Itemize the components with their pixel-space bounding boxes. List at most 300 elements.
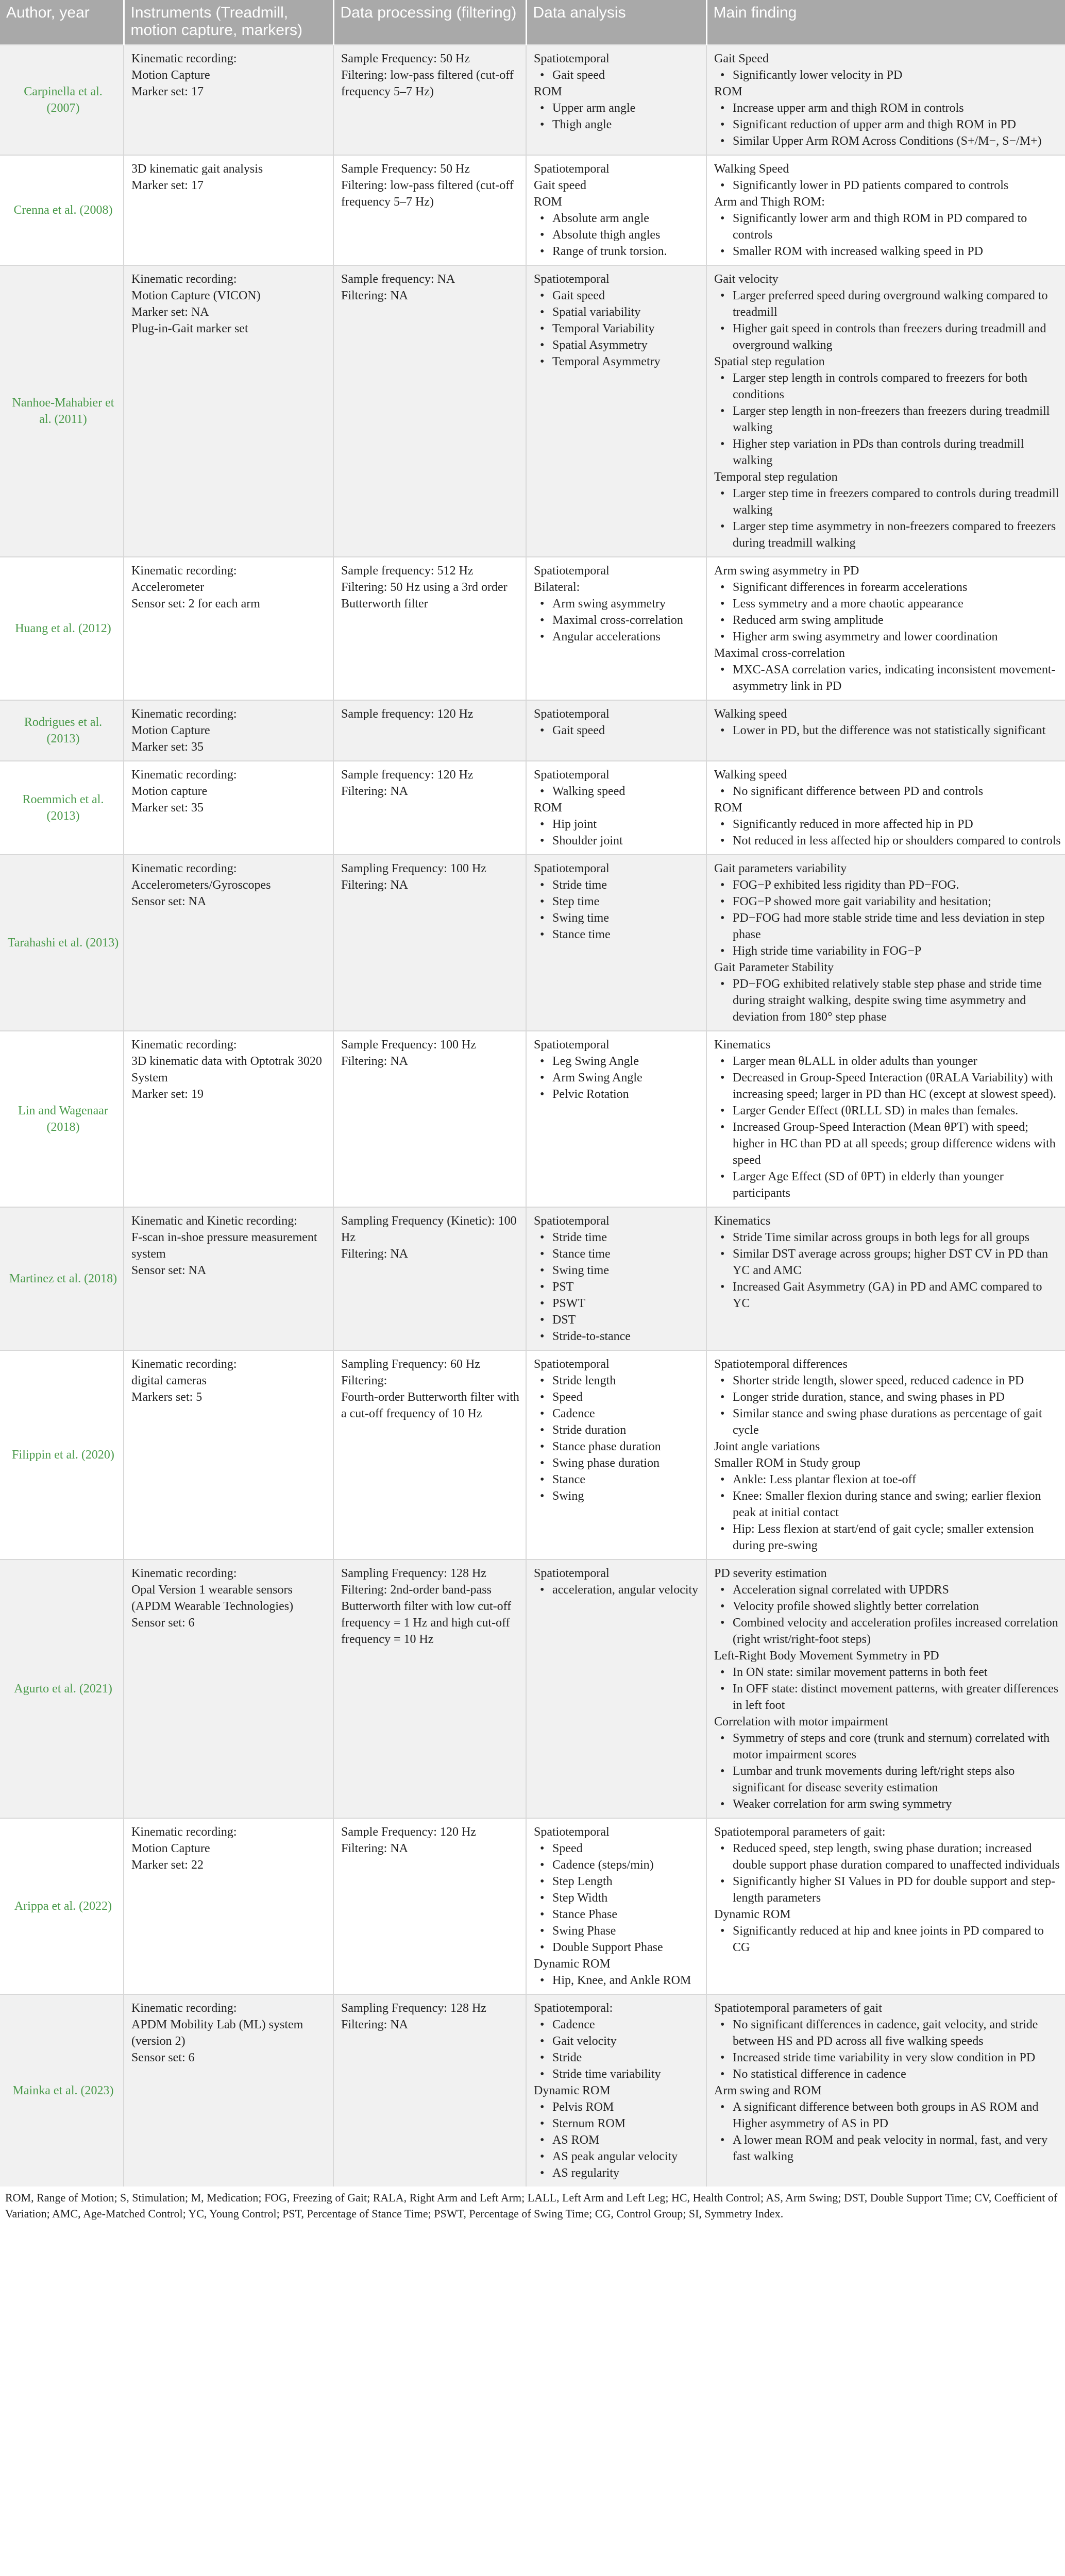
cell-line: Sensor set: 2 for each arm	[131, 597, 260, 611]
table-row	[0, 1031, 1065, 1207]
bullet-item: • Significant reduction of upper arm and thigh ROM in PD	[714, 116, 1061, 133]
analysis-cell	[526, 557, 706, 700]
bullet-item: • Cadence	[534, 1405, 702, 1422]
cell-line: Kinematic recording:	[131, 862, 237, 875]
bullet-item: • Stance	[534, 1471, 702, 1488]
cell-line: Filtering: NA	[341, 289, 408, 302]
analysis-cell	[526, 761, 706, 855]
cell-line: Sampling Frequency (Kinetic): 100 Hz	[341, 1214, 517, 1244]
cell-heading: Kinematics	[714, 1038, 771, 1052]
bullet-item: • Step Width	[534, 1890, 702, 1906]
bullet-item: • Significantly reduced in more affected hip in PD	[714, 816, 1061, 833]
instruments-cell	[124, 155, 333, 265]
cell-line: Motion Capture	[131, 69, 210, 82]
author-cell[interactable]: Roemmich et al. (2013)	[0, 761, 124, 855]
cell-heading: Spatiotemporal	[534, 1825, 610, 1839]
cell-heading: Spatiotemporal differences	[714, 1358, 848, 1371]
bullet-item: • FOG−P exhibited less rigidity than PD−FOG.	[714, 877, 1061, 893]
table-row	[0, 761, 1065, 855]
findings-cell	[706, 1350, 1065, 1560]
bullet-item: • Higher step variation in PDs than controls during treadmill walking	[714, 436, 1061, 469]
bullet-item: • A significant difference between both groups in AS ROM and Higher asymmetry of AS in PD	[714, 2099, 1061, 2132]
bullet-item: • Increase upper arm and thigh ROM in controls	[714, 100, 1061, 116]
instruments-cell	[124, 265, 333, 557]
header-instruments: Instruments (Treadmill, motion capture, markers)	[124, 0, 333, 45]
table-row	[0, 1818, 1065, 1994]
bullet-list	[714, 783, 1061, 800]
bullet-item: • Speed	[534, 1389, 702, 1405]
bullet-item: • Stride duration	[534, 1422, 702, 1438]
bullet-item: • AS ROM	[534, 2132, 702, 2148]
cell-line: Opal Version 1 wearable sensors (APDM Wearable Technologies)	[131, 1583, 294, 1613]
bullet-item: • Velocity profile showed slightly better correlation	[714, 1598, 1061, 1615]
cell-line: Filtering: NA	[341, 2018, 408, 2031]
bullet-item: • Reduced speed, step length, swing phase duration; increased double support phase duration compared to unaffected individuals	[714, 1840, 1061, 1873]
table-row	[0, 265, 1065, 557]
bullet-list	[534, 596, 702, 645]
cell-line: Marker set: NA	[131, 306, 209, 319]
bullet-item: • No significant differences in cadence, gait velocity, and stride between HS and PD across all five walking speeds	[714, 2016, 1061, 2049]
cell-heading: Spatiotemporal	[534, 273, 610, 286]
instruments-cell	[124, 1031, 333, 1207]
bullet-item: • Less symmetry and a more chaotic appearance	[714, 596, 1061, 612]
bullet-list	[714, 976, 1061, 1025]
cell-line: Sample frequency: 512 Hz	[341, 564, 474, 578]
instruments-cell	[124, 1994, 333, 2187]
cell-heading: Bilateral:	[534, 581, 580, 594]
findings-cell	[706, 265, 1065, 557]
bullet-item: • Significantly lower velocity in PD	[714, 67, 1061, 83]
author-cell[interactable]: Huang et al. (2012)	[0, 557, 124, 700]
cell-line: Sensor set: 6	[131, 2051, 195, 2064]
author-cell[interactable]: Lin and Wagenaar (2018)	[0, 1031, 124, 1207]
bullet-item: • Similar Upper Arm ROM Across Conditions (S+/M−, S−/M+)	[714, 133, 1061, 149]
bullet-item: • Hip: Less flexion at start/end of gait cycle; smaller extension during pre-swing	[714, 1521, 1061, 1554]
bullet-list	[714, 1840, 1061, 1906]
bullet-item: • Upper arm angle	[534, 100, 702, 116]
processing-cell	[333, 1207, 526, 1350]
cell-line: Filtering: NA	[341, 1247, 408, 1261]
cell-line: Sensor set: 6	[131, 1616, 195, 1630]
bullet-item: • Angular accelerations	[534, 629, 702, 645]
analysis-cell	[526, 855, 706, 1031]
instruments-cell	[124, 855, 333, 1031]
bullet-list	[534, 1972, 702, 1989]
cell-heading: Arm and Thigh ROM:	[714, 195, 825, 209]
processing-cell	[333, 855, 526, 1031]
bullet-item: • Thigh angle	[534, 116, 702, 133]
cell-line: Sample Frequency: 50 Hz	[341, 162, 470, 176]
bullet-item: • Stance phase duration	[534, 1438, 702, 1455]
instruments-cell	[124, 1207, 333, 1350]
bullet-item: • Significant differences in forearm accelerations	[714, 579, 1061, 596]
cell-line: Sampling Frequency: 128 Hz	[341, 2002, 486, 2015]
bullet-item: • Ankle: Less plantar flexion at toe-off	[714, 1471, 1061, 1488]
bullet-item: • Significantly higher SI Values in PD for double support and step-length parameters	[714, 1873, 1061, 1906]
cell-heading: Walking speed	[714, 707, 787, 721]
table-row	[0, 1560, 1065, 1818]
cell-heading: Spatiotemporal	[534, 162, 610, 176]
bullet-item: • Stance time	[534, 926, 702, 943]
cell-line: Marker set: 22	[131, 1858, 204, 1872]
bullet-item: • Stride Time similar across groups in both legs for all groups	[714, 1229, 1061, 1246]
findings-cell	[706, 155, 1065, 265]
author-cell[interactable]: Crenna et al. (2008)	[0, 155, 124, 265]
findings-cell	[706, 1994, 1065, 2187]
table-row	[0, 557, 1065, 700]
cell-line: Filtering: low-pass filtered (cut-off frequency 5–7 Hz)	[341, 179, 514, 209]
analysis-cell	[526, 1994, 706, 2187]
header-author: Author, year	[0, 0, 124, 45]
analysis-cell	[526, 1031, 706, 1207]
bullet-list	[534, 1840, 702, 1956]
findings-cell	[706, 557, 1065, 700]
instruments-cell	[124, 45, 333, 155]
bullet-list	[714, 722, 1061, 739]
cell-heading: Smaller ROM in Study group	[714, 1456, 861, 1470]
bullet-list	[534, 287, 702, 370]
author-cell[interactable]: Tarahashi et al. (2013)	[0, 855, 124, 1031]
processing-cell	[333, 1350, 526, 1560]
cell-line: Marker set: 35	[131, 740, 204, 754]
bullet-item: • Absolute arm angle	[534, 210, 702, 227]
cell-line: Kinematic and Kinetic recording:	[131, 1214, 297, 1228]
bullet-item: • In ON state: similar movement patterns in both feet	[714, 1664, 1061, 1681]
bullet-list	[714, 2016, 1061, 2082]
cell-heading: Temporal step regulation	[714, 470, 838, 484]
bullet-item: • Stride	[534, 2049, 702, 2066]
processing-cell	[333, 155, 526, 265]
bullet-item: • Symmetry of steps and core (trunk and sternum) correlated with motor impairment scores	[714, 1730, 1061, 1763]
bullet-item: • Swing Phase	[534, 1923, 702, 1939]
bullet-item: • PST	[534, 1279, 702, 1295]
cell-heading: Spatiotemporal	[534, 52, 610, 65]
cell-line: Kinematic recording:	[131, 1358, 237, 1371]
cell-line: Fourth-order Butterworth filter with a cut-off frequency of 10 Hz	[341, 1391, 519, 1420]
header-analysis: Data analysis	[526, 0, 706, 45]
bullet-item: • Higher arm swing asymmetry and lower coordination	[714, 629, 1061, 645]
bullet-item: • Significantly reduced at hip and knee joints in PD compared to CG	[714, 1923, 1061, 1956]
bullet-item: • No significant difference between PD and controls	[714, 783, 1061, 800]
bullet-item: • Stride time variability	[534, 2066, 702, 2082]
cell-line: Filtering:	[341, 1374, 387, 1387]
bullet-item: • FOG−P showed more gait variability and hesitation;	[714, 893, 1061, 910]
bullet-list	[714, 816, 1061, 849]
bullet-item: • Stride length	[534, 1372, 702, 1389]
bullet-item: • Swing	[534, 1488, 702, 1504]
table-row	[0, 1350, 1065, 1560]
cell-heading: Kinematics	[714, 1214, 771, 1228]
cell-heading: Gait Parameter Stability	[714, 961, 834, 974]
bullet-item: • Smaller ROM with increased walking speed in PD	[714, 243, 1061, 260]
bullet-item: • PSWT	[534, 1295, 702, 1312]
bullet-item: • Larger step length in controls compared to freezers for both conditions	[714, 370, 1061, 403]
findings-cell	[706, 1207, 1065, 1350]
findings-cell	[706, 45, 1065, 155]
bullet-item: • Hip, Knee, and Ankle ROM	[534, 1972, 702, 1989]
bullet-item: • Double Support Phase	[534, 1939, 702, 1956]
bullet-item: • Stance time	[534, 1246, 702, 1262]
bullet-item: • Larger mean θLALL in older adults than younger	[714, 1053, 1061, 1070]
cell-line: Marker set: 19	[131, 1088, 204, 1101]
cell-heading: ROM	[534, 195, 562, 209]
bullet-item: • Not reduced in less affected hip or shoulders compared to controls	[714, 833, 1061, 849]
bullet-list	[534, 877, 702, 943]
bullet-list	[534, 100, 702, 133]
cell-line: Kinematic recording:	[131, 707, 237, 721]
author-cell[interactable]: Martinez et al. (2018)	[0, 1207, 124, 1350]
cell-line: Filtering: low-pass filtered (cut-off frequency 5–7 Hz)	[341, 69, 514, 98]
cell-heading: Walking Speed	[714, 162, 789, 176]
bullet-item: • Shoulder joint	[534, 833, 702, 849]
cell-line: Filtering: NA	[341, 785, 408, 798]
bullet-list	[534, 1372, 702, 1504]
bullet-item: • Arm Swing Angle	[534, 1070, 702, 1086]
bullet-list	[714, 2099, 1061, 2165]
cell-heading: Gait speed	[534, 179, 586, 192]
cell-heading: Arm swing asymmetry in PD	[714, 564, 859, 578]
cell-heading: Maximal cross-correlation	[714, 647, 845, 660]
bullet-item: • Increased stride time variability in very slow condition in PD	[714, 2049, 1061, 2066]
bullet-item: • Larger step length in non-freezers than freezers during treadmill walking	[714, 403, 1061, 436]
cell-line: Sampling Frequency: 60 Hz	[341, 1358, 480, 1371]
cell-line: Filtering: NA	[341, 878, 408, 892]
cell-heading: Spatiotemporal:	[534, 2002, 613, 2015]
bullet-item: • Similar DST average across groups; higher DST CV in PD than YC and AMC	[714, 1246, 1061, 1279]
bullet-item: • Increased Gait Asymmetry (GA) in PD and AMC compared to YC	[714, 1279, 1061, 1312]
cell-line: Sample Frequency: 120 Hz	[341, 1825, 476, 1839]
processing-cell	[333, 761, 526, 855]
cell-heading: Left-Right Body Movement Symmetry in PD	[714, 1649, 939, 1663]
bullet-item: • Step Length	[534, 1873, 702, 1890]
cell-line: F-scan in-shoe pressure measurement system	[131, 1231, 317, 1261]
cell-line: Kinematic recording:	[131, 1825, 237, 1839]
cell-heading: ROM	[534, 801, 562, 815]
author-cell[interactable]: Agurto et al. (2021)	[0, 1560, 124, 1818]
bullet-item: • Similar stance and swing phase durations as percentage of gait cycle	[714, 1405, 1061, 1438]
bullet-item: • High stride time variability in FOG−P	[714, 943, 1061, 959]
table-header-row	[0, 0, 1065, 45]
bullet-item: • Temporal Asymmetry	[534, 353, 702, 370]
processing-cell	[333, 1560, 526, 1818]
bullet-list	[714, 67, 1061, 83]
table-body	[0, 45, 1065, 2187]
cell-line: Accelerometers/Gyroscopes	[131, 878, 271, 892]
cell-line: Marker set: 35	[131, 801, 204, 815]
table-row	[0, 1994, 1065, 2187]
table-row	[0, 1207, 1065, 1350]
instruments-cell	[124, 1350, 333, 1560]
cell-line: Motion Capture	[131, 724, 210, 737]
bullet-item: • Swing time	[534, 910, 702, 926]
bullet-item: • Spatial Asymmetry	[534, 337, 702, 353]
author-cell[interactable]: Filippin et al. (2020)	[0, 1350, 124, 1560]
bullet-item: • Gait speed	[534, 287, 702, 304]
author-cell[interactable]: Carpinella et al. (2007)	[0, 45, 124, 155]
bullet-item: • Maximal cross-correlation	[534, 612, 702, 629]
bullet-item: • Gait speed	[534, 67, 702, 83]
bullet-list	[534, 783, 702, 800]
analysis-cell	[526, 1350, 706, 1560]
cell-heading: Walking speed	[714, 768, 787, 782]
bullet-list	[714, 1664, 1061, 1714]
bullet-item: • Shorter stride length, slower speed, reduced cadence in PD	[714, 1372, 1061, 1389]
processing-cell	[333, 700, 526, 761]
bullet-item: • Stride-to-stance	[534, 1328, 702, 1345]
cell-heading: Spatial step regulation	[714, 355, 825, 368]
bullet-item: • Larger Gender Effect (θRLLL SD) in males than females.	[714, 1103, 1061, 1119]
analysis-cell	[526, 155, 706, 265]
cell-line: Kinematic recording:	[131, 52, 237, 65]
bullet-item: • Stride time	[534, 877, 702, 893]
analysis-cell	[526, 45, 706, 155]
bullet-item: • Speed	[534, 1840, 702, 1857]
cell-line: Marker set: 17	[131, 179, 204, 192]
bullet-item: • Pelvic Rotation	[534, 1086, 702, 1103]
bullet-item: • Increased Group-Speed Interaction (Mean θPT) with speed; higher in HC than PD at all speeds; group difference widens with speed	[714, 1119, 1061, 1168]
cell-line: Sample frequency: NA	[341, 273, 455, 286]
cell-heading: Dynamic ROM	[534, 1957, 611, 1971]
bullet-item: • Significantly lower in PD patients compared to controls	[714, 177, 1061, 194]
cell-heading: Spatiotemporal	[534, 1038, 610, 1052]
instruments-cell	[124, 557, 333, 700]
cell-line: Filtering: 2nd-order band-pass Butterworth filter with low cut-off frequency = 1 Hz and high cut-off frequency = 10 Hz	[341, 1583, 512, 1646]
table-row	[0, 700, 1065, 761]
bullet-item: • Larger Age Effect (SD of θPT) in elderly than younger participants	[714, 1168, 1061, 1201]
bullet-item: • Acceleration signal correlated with UPDRS	[714, 1582, 1061, 1598]
cell-line: Kinematic recording:	[131, 1038, 237, 1052]
bullet-item: • A lower mean ROM and peak velocity in normal, fast, and very fast walking	[714, 2132, 1061, 2165]
cell-heading: Spatiotemporal	[534, 1214, 610, 1228]
bullet-item: • Longer stride duration, stance, and swing phases in PD	[714, 1389, 1061, 1405]
bullet-item: • Stride time	[534, 1229, 702, 1246]
bullet-list	[534, 1053, 702, 1103]
bullet-item: • PD−FOG exhibited relatively stable step phase and stride time during straight walking, despite swing time asymmetry and deviation from 180° step phase	[714, 976, 1061, 1025]
header-findings: Main finding	[706, 0, 1065, 45]
bullet-list	[714, 662, 1061, 694]
analysis-cell	[526, 700, 706, 761]
findings-cell	[706, 700, 1065, 761]
bullet-item: • Range of trunk torsion.	[534, 243, 702, 260]
processing-cell	[333, 557, 526, 700]
cell-heading: ROM	[534, 85, 562, 98]
findings-cell	[706, 1818, 1065, 1994]
bullet-item: • Swing phase duration	[534, 1455, 702, 1471]
cell-line: Accelerometer	[131, 581, 205, 594]
bullet-list	[714, 1372, 1061, 1438]
table-row	[0, 855, 1065, 1031]
table-row	[0, 155, 1065, 265]
bullet-item: • Gait speed	[534, 722, 702, 739]
table-row	[0, 45, 1065, 155]
bullet-list	[714, 1923, 1061, 1956]
cell-line: digital cameras	[131, 1374, 207, 1387]
cell-line: Filtering: NA	[341, 1842, 408, 1855]
cell-heading: Spatiotemporal	[534, 768, 610, 782]
cell-heading: ROM	[714, 801, 742, 815]
author-cell[interactable]: Arippa et al. (2022)	[0, 1818, 124, 1994]
bullet-list	[534, 2099, 702, 2181]
bullet-list	[534, 1229, 702, 1345]
processing-cell	[333, 1994, 526, 2187]
cell-line: Filtering: 50 Hz using a 3rd order Butterworth filter	[341, 581, 508, 611]
table-footnote: ROM, Range of Motion; S, Stimulation; M, Medication; FOG, Freezing of Gait; RALA, Right Arm and Left Arm; LALL, Left Arm and Left Leg; HC, Health Control; AS, Arm Swing; DST, Double Support Time; CV, Coefficient of Variation; AMC, Age-Matched Control; YC, Young Control; PST, Percentage of Stance Time; PSWT, Percentage of Swing Time; CG, Control Group; SI, Symmetry Index.	[5, 2191, 1058, 2220]
bullet-item: • MXC-ASA correlation varies, indicating inconsistent movement-asymmetry link in PD	[714, 662, 1061, 694]
bullet-list	[534, 67, 702, 83]
cell-line: Sensor set: NA	[131, 895, 207, 908]
bullet-list	[714, 370, 1061, 469]
bullet-item: • Cadence (steps/min)	[534, 1857, 702, 1873]
cell-line: Sample frequency: 120 Hz	[341, 707, 474, 721]
cell-line: Sample frequency: 120 Hz	[341, 768, 474, 782]
bullet-list	[714, 877, 1061, 959]
bullet-list	[714, 485, 1061, 551]
cell-line: APDM Mobility Lab (ML) system (version 2)	[131, 2018, 303, 2048]
bullet-list	[714, 177, 1061, 194]
cell-line: Marker set: 17	[131, 85, 204, 98]
bullet-item: • Sternum ROM	[534, 2115, 702, 2132]
cell-line: Sample Frequency: 100 Hz	[341, 1038, 476, 1052]
bullet-list	[714, 287, 1061, 353]
bullet-item: • Higher gait speed in controls than freezers during treadmill and overground walking	[714, 320, 1061, 353]
cell-heading: Spatiotemporal	[534, 707, 610, 721]
bullet-list	[534, 816, 702, 849]
bullet-list	[534, 210, 702, 260]
bullet-item: • Leg Swing Angle	[534, 1053, 702, 1070]
analysis-cell	[526, 1207, 706, 1350]
cell-heading: Gait Speed	[714, 52, 769, 65]
bullet-list	[714, 1471, 1061, 1554]
bullet-item: • Arm swing asymmetry	[534, 596, 702, 612]
bullet-list	[714, 1053, 1061, 1201]
bullet-item: • AS peak angular velocity	[534, 2148, 702, 2165]
cell-heading: Dynamic ROM	[534, 2084, 611, 2097]
cell-line: 3D kinematic gait analysis	[131, 162, 263, 176]
cell-line: Motion Capture	[131, 1842, 210, 1855]
processing-cell	[333, 1818, 526, 1994]
bullet-item: • Knee: Smaller flexion during stance and swing; earlier flexion peak at initial contact	[714, 1488, 1061, 1521]
bullet-item: • Spatial variability	[534, 304, 702, 320]
cell-heading: Dynamic ROM	[714, 1908, 791, 1921]
findings-cell	[706, 855, 1065, 1031]
cell-line: Kinematic recording:	[131, 768, 237, 782]
bullet-item: • Weaker correlation for arm swing symmetry	[714, 1796, 1061, 1812]
cell-heading: Gait velocity	[714, 273, 779, 286]
findings-cell	[706, 1031, 1065, 1207]
cell-heading: Spatiotemporal parameters of gait:	[714, 1825, 886, 1839]
instruments-cell	[124, 1818, 333, 1994]
instruments-cell	[124, 761, 333, 855]
processing-cell	[333, 45, 526, 155]
bullet-item: • Combined velocity and acceleration profiles increased correlation (right wrist/right-foot steps)	[714, 1615, 1061, 1648]
cell-heading: Spatiotemporal parameters of gait	[714, 2002, 882, 2015]
cell-line: Markers set: 5	[131, 1391, 202, 1404]
bullet-list	[714, 1229, 1061, 1312]
bullet-item: • Absolute thigh angles	[534, 227, 702, 243]
cell-line: Motion Capture (VICON)	[131, 289, 261, 302]
analysis-cell	[526, 1560, 706, 1818]
bullet-item: • Lumbar and trunk movements during left/right steps also significant for disease severity estimation	[714, 1763, 1061, 1796]
author-cell[interactable]: Mainka et al. (2023)	[0, 1994, 124, 2187]
cell-heading: Spatiotemporal	[534, 564, 610, 578]
instruments-cell	[124, 1560, 333, 1818]
bullet-list	[534, 2016, 702, 2082]
bullet-item: • Hip joint	[534, 816, 702, 833]
cell-line: Filtering: NA	[341, 1055, 408, 1068]
author-cell[interactable]: Nanhoe-Mahabier et al. (2011)	[0, 265, 124, 557]
author-cell[interactable]: Rodrigues et al. (2013)	[0, 700, 124, 761]
cell-heading: Gait parameters variability	[714, 862, 847, 875]
